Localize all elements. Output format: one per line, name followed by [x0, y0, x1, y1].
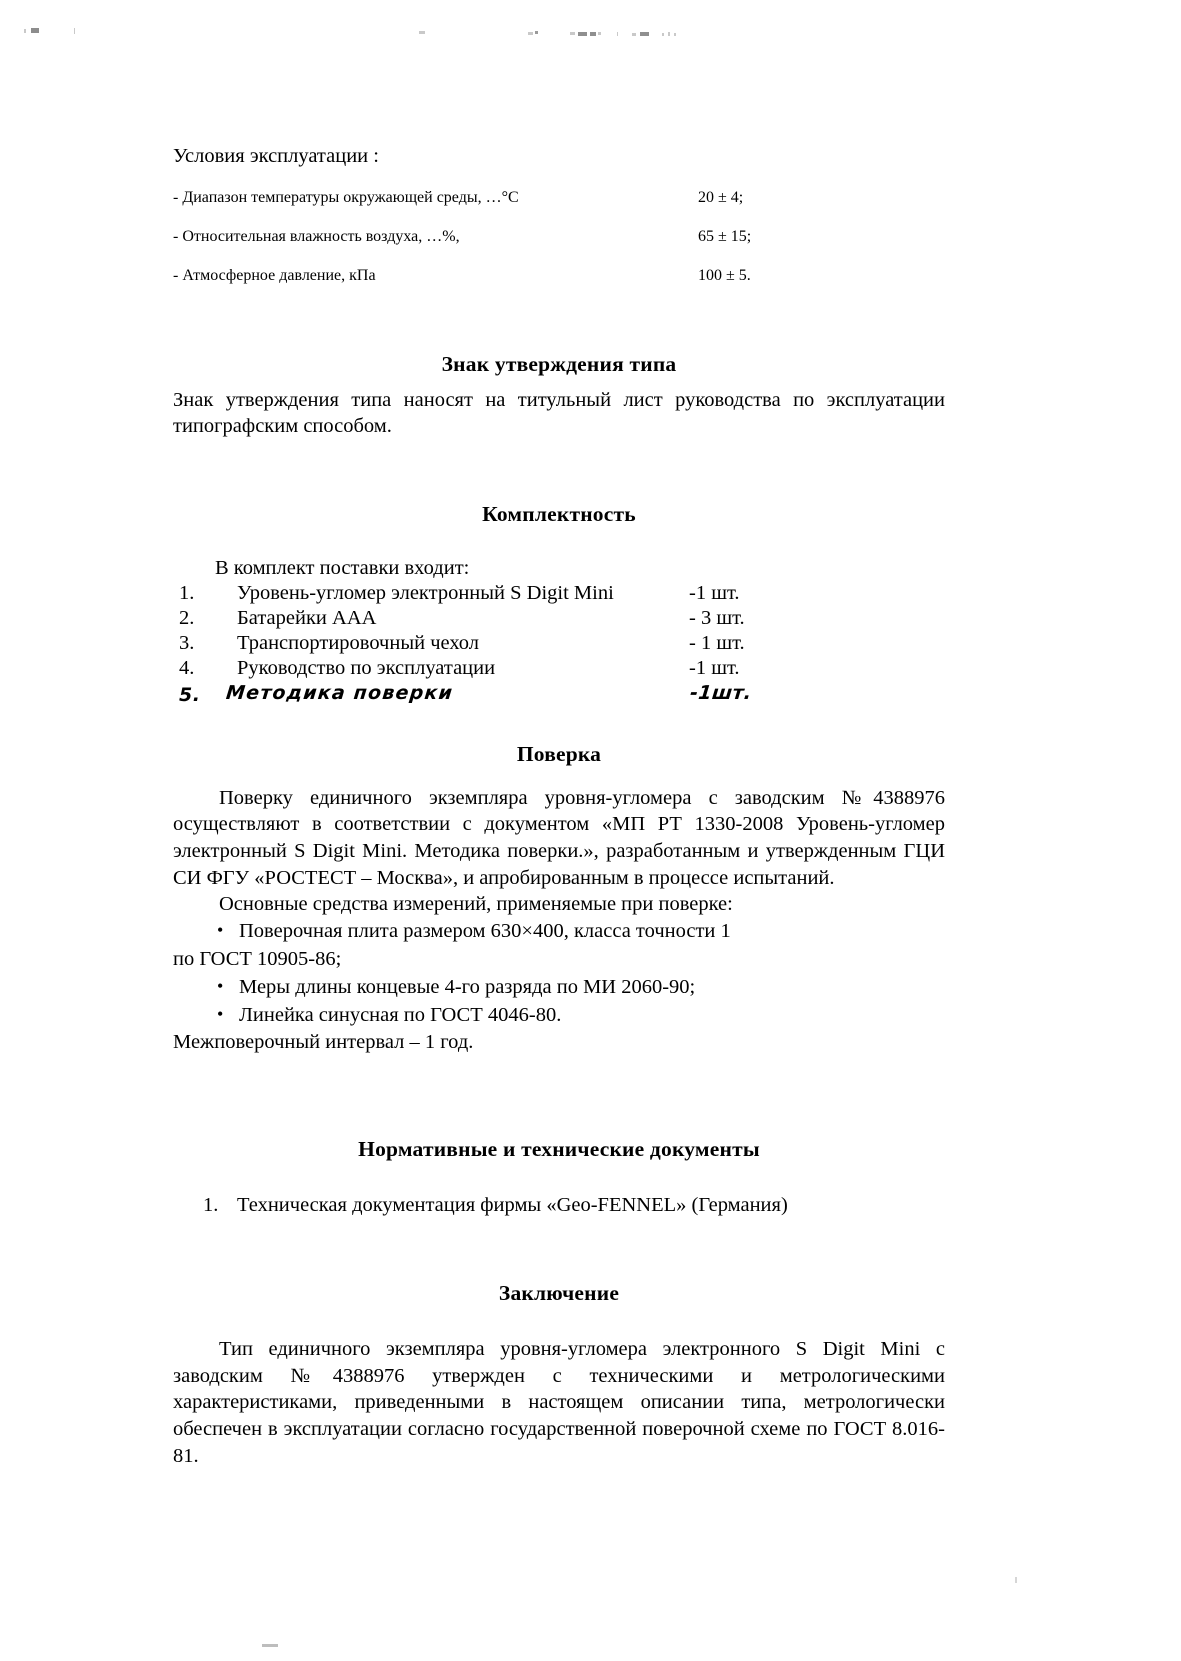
- list-item: [173, 657, 945, 682]
- condition-value: 65 ± 15;: [698, 227, 752, 245]
- verification-paragraph: Поверку единичного экземпляра уровня-угломера с заводским №4388976 осуществляют в соответствии с документом «МП РТ 1330-2008 Уровень-угломер электронный S Digit Mini. Методика поверки.», разработанным и утвержденным ГЦИ СИ ФГУ «РОСТЕСТ – Москва», и апробированным в процессе испытаний.: [173, 786, 945, 889]
- list-item-continuation: [173, 946, 945, 974]
- handwritten-list-item: [173, 682, 945, 712]
- verification-means-list: [173, 918, 945, 1030]
- handwritten-item-number: 5.: [179, 683, 201, 706]
- operating-conditions-row: [173, 228, 945, 267]
- means-text: Меры длины концевые 4-го разряда по МИ 2060-90;: [239, 975, 696, 998]
- item-text: Транспортировочный чехол: [237, 631, 480, 654]
- scan-mark-right: [1015, 1577, 1017, 1583]
- operating-conditions-row: [173, 267, 945, 306]
- item-quantity: -1 шт.: [689, 656, 740, 679]
- list-item: [173, 632, 945, 657]
- item-text: Техническая документация фирмы «Geo-FENNEL» (Германия): [237, 1194, 788, 1217]
- document-body: [173, 146, 945, 1469]
- condition-value: 20 ± 4;: [698, 188, 744, 206]
- condition-label: - Атмосферное давление, кПа: [173, 266, 376, 284]
- item-number: 3.: [179, 631, 195, 654]
- completeness-intro: В комплект поставки входит:: [215, 556, 470, 579]
- condition-label: - Относительная влажность воздуха, …%,: [173, 227, 460, 245]
- item-number: 1.: [203, 1194, 219, 1217]
- means-text: Линейка синусная по ГОСТ 4046-80.: [239, 1003, 562, 1026]
- operating-conditions-heading: Условия эксплуатации :: [173, 145, 379, 167]
- item-quantity: - 3 шт.: [689, 606, 745, 629]
- normative-documents-list: [173, 1192, 945, 1219]
- list-item: [173, 918, 945, 946]
- handwritten-item-quantity: -1шт.: [689, 681, 753, 704]
- section-heading-normative-documents: Нормативные и технические документы: [358, 1137, 760, 1162]
- list-item: [173, 582, 945, 607]
- bullet-icon: •: [217, 975, 224, 996]
- list-item: [173, 1192, 945, 1219]
- item-number: 4.: [179, 656, 195, 679]
- type-approval-mark-paragraph: Знак утверждения типа наносят на титульный лист руководства по эксплуатации типографским способом.: [173, 388, 945, 438]
- verification-interval: Межповерочный интервал – 1 год.: [173, 1031, 474, 1054]
- means-continuation: по ГОСТ 10905-86;: [173, 947, 342, 970]
- item-text: Батарейки ААА: [237, 606, 377, 629]
- handwritten-item-text: Методика поверки: [225, 681, 455, 704]
- item-number: 1.: [179, 581, 195, 604]
- condition-label: - Диапазон температуры окружающей среды, …°С: [173, 188, 519, 206]
- item-quantity: - 1 шт.: [689, 631, 745, 654]
- condition-value: 100 ± 5.: [698, 266, 751, 284]
- bullet-icon: •: [217, 1003, 224, 1024]
- operating-conditions-row: [173, 189, 945, 228]
- section-heading-completeness: Комплектность: [482, 501, 636, 526]
- item-text: Руководство по эксплуатации: [237, 656, 496, 679]
- section-heading-type-approval-mark: Знак утверждения типа: [441, 351, 677, 376]
- list-item: [173, 1002, 945, 1030]
- item-number: 2.: [179, 606, 195, 629]
- bullet-icon: •: [217, 919, 224, 940]
- scan-mark-bottom: [262, 1644, 278, 1647]
- scan-artifacts: [0, 0, 1181, 60]
- item-quantity: -1 шт.: [689, 581, 740, 604]
- list-item: [173, 607, 945, 632]
- verification-means-intro: Основные средства измерений, применяемые при поверке:: [219, 893, 733, 916]
- section-heading-conclusion: Заключение: [498, 1281, 620, 1305]
- item-text: Уровень-угломер электронный S Digit Mini: [237, 581, 614, 604]
- list-item: [173, 974, 945, 1002]
- section-heading-verification: Поверка: [516, 741, 602, 766]
- conclusion-paragraph: Тип единичного экземпляра уровня-угломера электронного S Digit Mini с заводским №4388976 утвержден с техническими и метрологическими характеристиками, приведенными в настоящем описании типа, метрологически обеспечен в эксплуатации согласно государственной поверочной схеме по ГОСТ 8.016-81.: [173, 1338, 945, 1467]
- completeness-list: [173, 582, 945, 682]
- means-text: Поверочная плита размером 630×400, класса точности 1: [239, 919, 731, 942]
